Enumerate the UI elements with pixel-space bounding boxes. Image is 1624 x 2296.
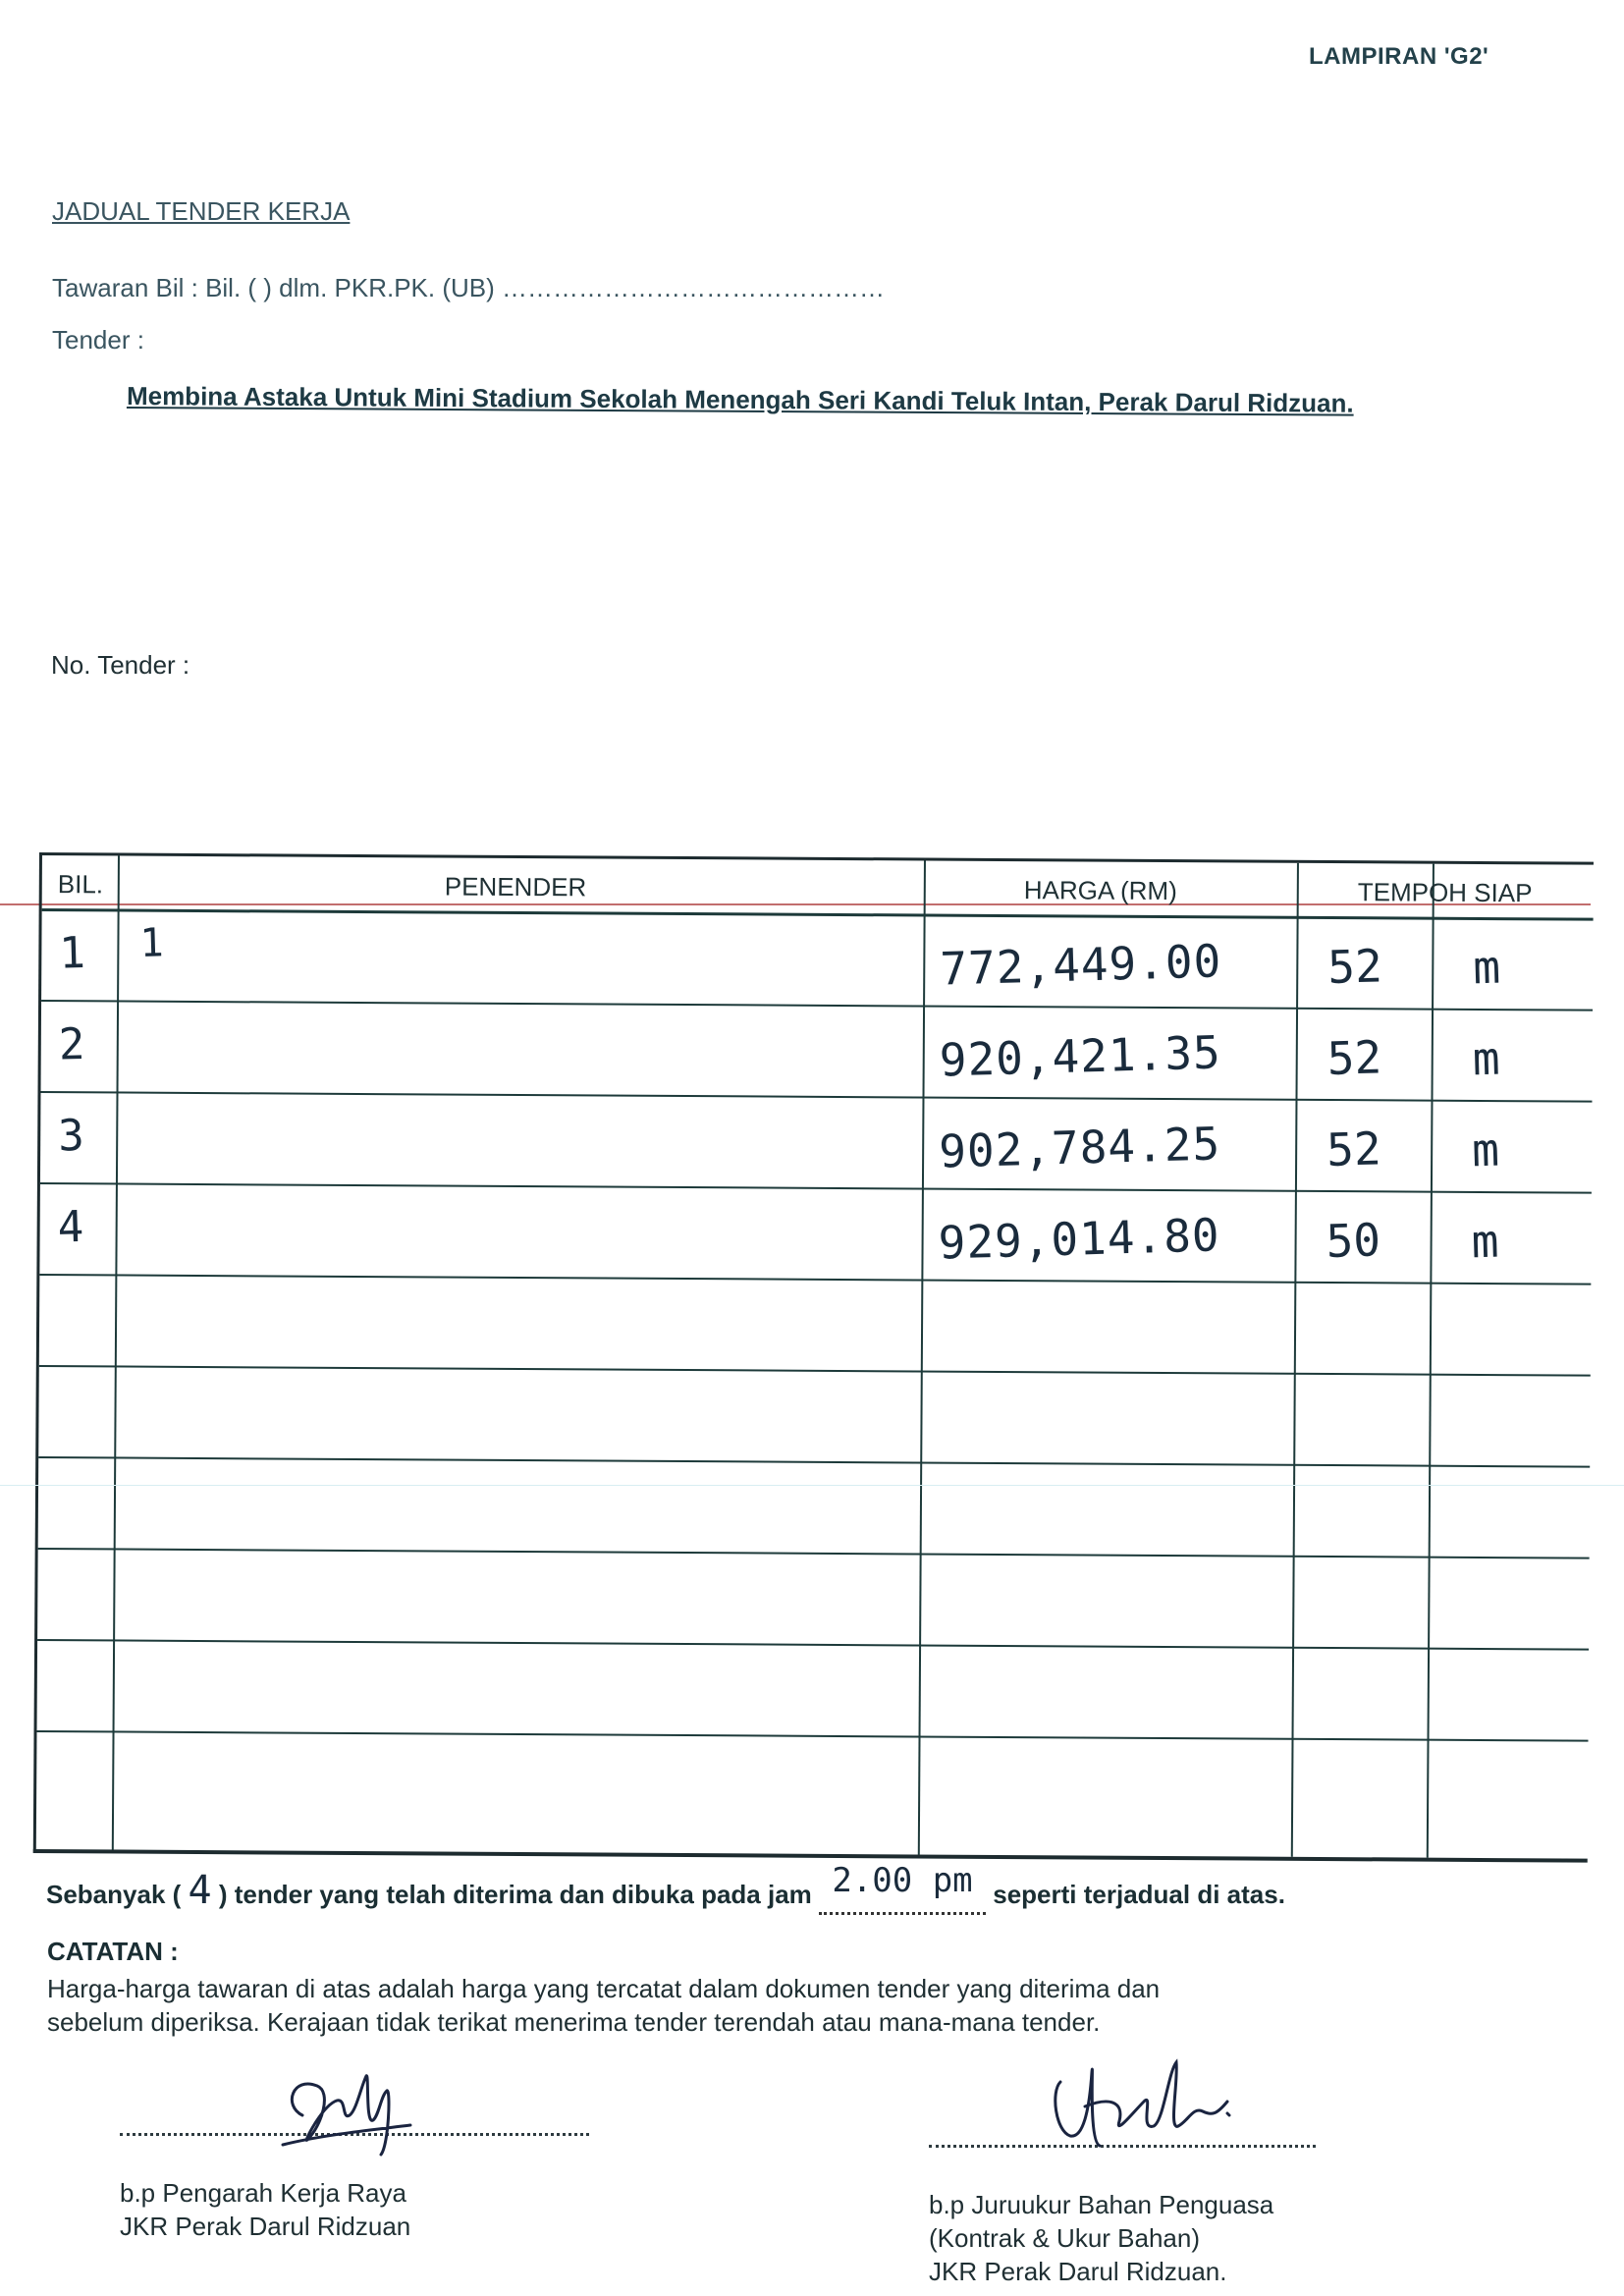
signature-left-title: b.p Pengarah Kerja Raya (120, 2178, 406, 2208)
row-harga: 772,449.00 (939, 934, 1222, 996)
signature-right-icon (1031, 2043, 1247, 2160)
table-row (39, 1184, 1592, 1285)
no-tender-label: No. Tender : (51, 650, 190, 680)
signature-right-org: JKR Perak Darul Ridzuan. (929, 2257, 1227, 2286)
project-title: Membina Astaka Untuk Mini Stadium Sekolah Menengah Seri Kandi Teluk Intan, Perak Darul Ridzuan. (126, 381, 1354, 418)
lampiran-label: LAMPIRAN 'G2' (1309, 43, 1489, 70)
row-divider (38, 1456, 1590, 1468)
row-harga: 902,784.25 (938, 1117, 1221, 1178)
row-tempoh-unit: m (1472, 940, 1501, 995)
row-divider (39, 1365, 1591, 1377)
table-row (41, 1002, 1594, 1103)
scan-artifact-line (0, 1485, 1624, 1486)
summary-middle: ) tender yang telah diterima dan dibuka pada jam (218, 1880, 812, 1909)
row-bil: 4 (56, 1201, 84, 1253)
row-divider (37, 1730, 1589, 1742)
row-bil: 3 (57, 1110, 85, 1162)
col-header-penender: PENENDER (444, 871, 587, 902)
row-penender: 1 (138, 920, 165, 967)
signature-right-dept: (Kontrak & Ukur Bahan) (929, 2223, 1201, 2253)
table-row (40, 1093, 1593, 1194)
col-header-bil: BIL. (57, 869, 104, 900)
page-heading: JADUAL TENDER KERJA (52, 196, 351, 226)
catatan-title: CATATAN : (47, 1937, 179, 1966)
row-bil: 2 (58, 1018, 86, 1070)
tawaran-line: Tawaran Bil : Bil. ( ) dlm. PKR.PK. (UB) ……………………………………… (52, 273, 885, 302)
row-bil: 1 (58, 927, 86, 979)
summary-time-field (819, 1861, 986, 1915)
tender-table (33, 852, 1594, 1863)
row-tempoh-unit: m (1470, 1214, 1500, 1269)
signature-left-org: JKR Perak Darul Ridzuan (120, 2212, 411, 2241)
col-header-tempoh: TEMPOH SIAP (1357, 877, 1533, 908)
catatan-line-1: Harga-harga tawaran di atas adalah harga yang tercatat dalam dokumen tender yang diterima dan (47, 1974, 1161, 2003)
summary-line (46, 1861, 1285, 1915)
row-tempoh: 50 (1325, 1213, 1381, 1268)
col-header-harga: HARGA (RM) (1023, 875, 1177, 906)
summary-prefix: Sebanyak ( (46, 1880, 182, 1909)
row-tempoh: 52 (1326, 939, 1383, 994)
row-divider (37, 1639, 1589, 1651)
summary-time: 2.00 pm (832, 1861, 973, 1900)
summary-count: 4 (188, 1868, 212, 1913)
tender-label: Tender : (52, 325, 144, 355)
row-harga: 920,421.35 (939, 1025, 1222, 1087)
row-tempoh: 52 (1326, 1121, 1382, 1176)
row-divider (38, 1548, 1590, 1559)
row-tempoh-unit: m (1471, 1031, 1501, 1086)
signature-left-icon (263, 2047, 420, 2164)
table-row (41, 910, 1594, 1011)
signature-right-title: b.p Juruukur Bahan Penguasa (929, 2190, 1274, 2219)
summary-suffix: seperti terjadual di atas. (993, 1880, 1285, 1909)
row-harga: 929,014.80 (937, 1208, 1221, 1270)
row-tempoh-unit: m (1471, 1122, 1500, 1177)
row-tempoh: 52 (1326, 1030, 1382, 1085)
catatan-line-2: sebelum diperiksa. Kerajaan tidak terikat menerima tender terendah atau mana-mana tender. (47, 2007, 1101, 2037)
